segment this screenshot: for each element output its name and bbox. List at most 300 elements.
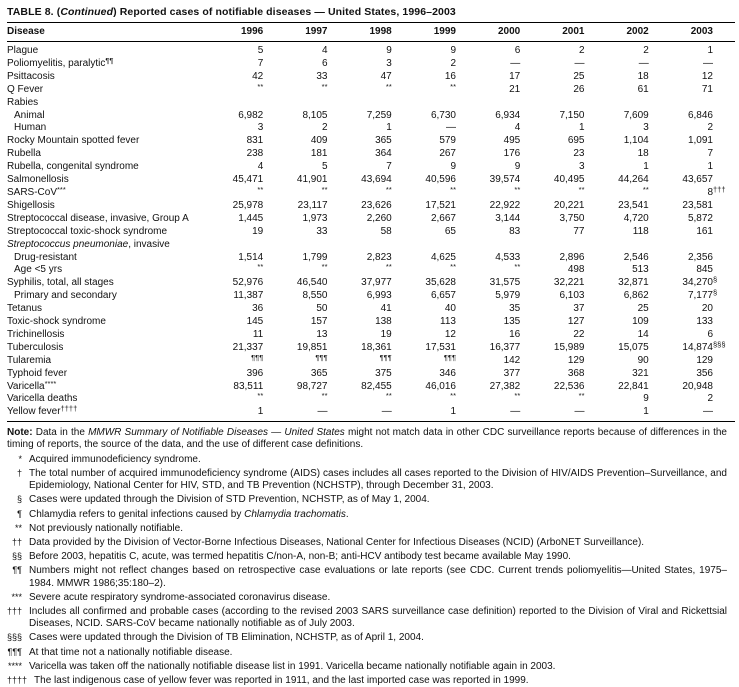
value-cell: 2,667 xyxy=(430,212,456,224)
column-header-1997: 1997 xyxy=(285,23,349,42)
disease-label: Drug-resistant xyxy=(14,251,77,263)
disease-label: Rubella xyxy=(7,148,41,160)
value-cell: 6,993 xyxy=(366,290,392,302)
value-cell xyxy=(285,239,349,252)
value-cell: 6,982 xyxy=(238,109,264,121)
value-cell: 15,989 xyxy=(553,341,585,353)
table-row xyxy=(7,264,735,277)
table-row xyxy=(7,122,735,135)
value-cell: 7,259 xyxy=(366,109,392,121)
value-cell: ** xyxy=(450,184,456,194)
footnote-symbol: ¶¶¶ xyxy=(7,646,22,657)
table-row xyxy=(7,226,735,239)
footnote-symbol: † xyxy=(16,467,22,478)
value-cell: 145 xyxy=(246,316,264,328)
value-cell xyxy=(671,239,735,252)
value-cell: 42 xyxy=(252,70,264,82)
value-cell: 36 xyxy=(252,303,264,315)
value-cell: 2 xyxy=(450,57,456,69)
value-cell: 133 xyxy=(696,316,713,328)
value-cell: ** xyxy=(257,262,264,272)
value-cell: 6,934 xyxy=(495,109,521,121)
value-cell: 138 xyxy=(375,316,392,328)
value-cell: 4 xyxy=(514,122,521,134)
table-row xyxy=(7,239,735,252)
value-cell: 2,546 xyxy=(623,251,649,263)
value-cell: 365 xyxy=(310,367,328,379)
value-cell xyxy=(414,97,478,110)
value-cell: 45,471 xyxy=(232,174,264,186)
footnote xyxy=(7,631,727,644)
table-row xyxy=(7,316,735,329)
value-cell: 1 xyxy=(578,122,585,134)
table-row xyxy=(7,368,735,381)
disease-label: Shigellosis xyxy=(7,199,55,211)
value-cell: ** xyxy=(514,184,521,194)
column-header-1999: 1999 xyxy=(414,23,478,42)
value-cell: — xyxy=(446,122,456,134)
value-cell: 77 xyxy=(573,225,585,237)
value-cell: 127 xyxy=(567,316,585,328)
value-cell: 2 xyxy=(578,45,585,56)
value-cell: 5 xyxy=(257,45,264,56)
value-cell: 6,730 xyxy=(430,109,456,121)
value-cell: ** xyxy=(385,81,392,91)
value-cell: 109 xyxy=(632,316,649,328)
value-cell: 356 xyxy=(696,367,713,379)
value-cell xyxy=(414,239,478,252)
value-cell: 31,575 xyxy=(489,277,521,289)
value-cell: ** xyxy=(385,262,392,272)
value-cell: 33 xyxy=(316,225,328,237)
value-cell: 396 xyxy=(246,367,264,379)
disease-label: Streptococcus pneumoniae, invasive xyxy=(7,238,170,250)
value-cell xyxy=(478,239,542,252)
value-cell: 1 xyxy=(707,161,713,173)
value-cell: 19,851 xyxy=(296,341,328,353)
footnote-text: Acquired immunodeficiency syndrome. xyxy=(29,453,201,465)
footnote-list xyxy=(7,453,727,687)
value-cell: 5 xyxy=(321,161,328,173)
table-header-row xyxy=(7,23,735,42)
value-cell: 4,625 xyxy=(430,251,456,263)
value-cell: 3 xyxy=(643,122,649,134)
notifiable-diseases-table xyxy=(7,22,735,422)
value-cell: 46,016 xyxy=(425,380,456,392)
value-cell: 18,361 xyxy=(361,341,392,353)
value-cell: 142 xyxy=(503,354,521,366)
value-cell: 7 xyxy=(707,148,713,160)
value-cell: ¶¶¶ xyxy=(379,352,392,362)
disease-label: Syphilis, total, all stages xyxy=(7,277,114,289)
value-cell: 1 xyxy=(450,406,456,418)
value-cell: 2,260 xyxy=(366,212,392,224)
value-cell: 4,720 xyxy=(623,212,649,224)
value-cell: 6 xyxy=(707,328,713,340)
value-cell: 7,177§ xyxy=(687,288,718,302)
disease-label: Trichinellosis xyxy=(7,328,65,340)
value-cell: 118 xyxy=(632,225,649,237)
disease-label: Rocky Mountain spotted fever xyxy=(7,135,140,147)
value-cell: 7,609 xyxy=(623,109,649,121)
value-cell: 1,091 xyxy=(687,135,713,147)
value-cell: 4 xyxy=(321,45,328,56)
value-cell: 498 xyxy=(567,264,585,276)
column-header-2000: 2000 xyxy=(478,23,542,42)
value-cell: 1,104 xyxy=(623,135,649,147)
value-cell: 46,540 xyxy=(296,277,328,289)
footnote-text: Includes all confirmed and probable cases (according to the revised 2003 SARS surveillance case definition) reported to the Division of Viral and Rickettsial Diseases, NCID. SARS-CoV became nationally notifiable as of July 2003. xyxy=(29,605,727,630)
disease-label: Streptococcal toxic-shock syndrome xyxy=(7,225,168,237)
value-cell: — xyxy=(381,406,392,418)
value-cell: 1,973 xyxy=(302,212,328,224)
value-cell: 47 xyxy=(380,70,392,82)
value-cell xyxy=(350,97,414,110)
notes-section xyxy=(7,427,727,687)
value-cell: ** xyxy=(385,184,392,194)
value-cell: — xyxy=(703,57,713,69)
value-cell: ** xyxy=(321,184,328,194)
footnote xyxy=(7,674,727,687)
value-cell: 238 xyxy=(246,148,264,160)
value-cell: 33 xyxy=(316,70,328,82)
value-cell: 7 xyxy=(386,161,392,173)
value-cell: 83 xyxy=(509,225,521,237)
value-cell: 5,872 xyxy=(687,212,713,224)
footnote-text: Cases were updated through the Division of STD Prevention, NCHSTP, as of May 1, 2004. xyxy=(29,494,430,506)
value-cell: 21,337 xyxy=(232,341,264,353)
disease-label: Streptococcal disease, invasive, Group A xyxy=(7,212,189,224)
disease-label: Q Fever xyxy=(7,83,44,95)
value-cell: 83,511 xyxy=(233,380,264,392)
value-cell: 1,799 xyxy=(302,251,328,263)
footnote-text: At that time not a nationally notifiable disease. xyxy=(29,646,233,658)
disease-label: Typhoid fever xyxy=(7,367,68,379)
value-cell: 32,871 xyxy=(618,277,649,289)
value-cell: 15,075 xyxy=(618,341,649,353)
value-cell: — xyxy=(510,406,521,418)
value-cell: 7 xyxy=(257,57,264,69)
value-cell: 9 xyxy=(514,161,521,173)
value-cell: 181 xyxy=(310,148,328,160)
value-cell: 40 xyxy=(444,303,456,315)
footnote-symbol: * xyxy=(18,453,22,464)
value-cell: 22,922 xyxy=(489,199,521,211)
value-cell: 34,270§ xyxy=(682,275,718,289)
value-cell: 22,841 xyxy=(618,380,649,392)
value-cell: 409 xyxy=(310,135,328,147)
table-row xyxy=(7,97,735,110)
value-cell: 9 xyxy=(450,45,456,56)
column-header-2002: 2002 xyxy=(607,23,671,42)
disease-label: Toxic-shock syndrome xyxy=(7,316,106,328)
value-cell: 21 xyxy=(509,83,521,95)
value-cell: 27,382 xyxy=(489,380,521,392)
value-cell: 23,626 xyxy=(361,199,392,211)
footnote-text: Varicella was taken off the nationally notifiable disease list in 1991. Varicella became nationally notifiable again in 2003. xyxy=(29,660,556,672)
value-cell: 19 xyxy=(380,328,392,340)
value-cell: 364 xyxy=(375,148,392,160)
value-cell: 1,514 xyxy=(238,251,264,263)
value-cell: ** xyxy=(514,391,521,401)
footnote xyxy=(7,564,727,589)
table-row xyxy=(7,71,735,84)
value-cell: 82,455 xyxy=(361,380,392,392)
table-row xyxy=(7,58,735,71)
value-cell xyxy=(478,97,542,110)
value-cell: 321 xyxy=(632,367,649,379)
footnote xyxy=(7,605,727,630)
value-cell xyxy=(221,97,285,110)
value-cell: 39,574 xyxy=(489,174,521,186)
value-cell xyxy=(607,97,671,110)
value-cell: 16 xyxy=(509,328,521,340)
value-cell: 37,977 xyxy=(361,277,392,289)
table-row xyxy=(7,200,735,213)
value-cell: ¶¶¶ xyxy=(251,352,264,362)
table-row xyxy=(7,148,735,161)
value-cell: 1 xyxy=(386,122,392,134)
value-cell: 5,979 xyxy=(495,290,521,302)
disease-label: Varicella**** xyxy=(7,378,57,392)
value-cell: 129 xyxy=(696,354,713,366)
disease-label: Poliomyelitis, paralytic¶¶ xyxy=(7,55,114,69)
value-cell: 2,356 xyxy=(687,251,713,263)
footnote xyxy=(7,536,727,549)
footnote xyxy=(7,646,727,659)
value-cell: — xyxy=(703,406,713,418)
footnote-symbol: ¶¶ xyxy=(12,565,22,576)
value-cell: 98,727 xyxy=(296,380,328,392)
value-cell: 368 xyxy=(567,367,585,379)
table-row xyxy=(7,393,735,406)
column-header-2001: 2001 xyxy=(542,23,606,42)
disease-label: SARS-CoV*** xyxy=(7,184,66,198)
value-cell: 43,694 xyxy=(361,174,392,186)
value-cell: 695 xyxy=(567,135,585,147)
footnote-symbol: *** xyxy=(11,591,22,602)
value-cell: 1 xyxy=(257,406,264,418)
value-cell xyxy=(607,239,671,252)
value-cell: 6,103 xyxy=(559,290,585,302)
value-cell: 1,445 xyxy=(238,212,264,224)
value-cell xyxy=(542,239,606,252)
value-cell: 12 xyxy=(701,70,713,82)
table-row xyxy=(7,135,735,148)
value-cell: 23,541 xyxy=(618,199,649,211)
disease-label: Plague xyxy=(7,45,39,56)
value-cell: 26 xyxy=(573,83,585,95)
footnote xyxy=(7,508,727,521)
value-cell: 25 xyxy=(573,70,585,82)
value-cell: 579 xyxy=(439,135,456,147)
disease-label: Yellow fever†††† xyxy=(7,404,78,418)
table-row xyxy=(7,355,735,368)
value-cell: 8,550 xyxy=(302,290,328,302)
value-cell: 135 xyxy=(503,316,521,328)
footnote-text: Not previously nationally notifiable. xyxy=(29,522,183,534)
value-cell: ** xyxy=(321,81,328,91)
value-cell: — xyxy=(638,57,649,69)
value-cell: 37 xyxy=(573,303,585,315)
value-cell xyxy=(285,97,349,110)
disease-label: Salmonellosis xyxy=(7,174,69,186)
footnote-symbol: ††† xyxy=(7,605,23,616)
value-cell: 346 xyxy=(439,367,456,379)
value-cell: 8††† xyxy=(707,184,726,198)
table-row xyxy=(7,329,735,342)
value-cell: 513 xyxy=(632,264,649,276)
value-cell: 16,377 xyxy=(489,341,521,353)
value-cell: 3 xyxy=(386,57,392,69)
value-cell: 32,221 xyxy=(553,277,585,289)
value-cell: — xyxy=(510,57,521,69)
value-cell: 8,105 xyxy=(302,109,328,121)
value-cell: 3 xyxy=(257,122,264,134)
value-cell: 1 xyxy=(643,161,649,173)
value-cell: 157 xyxy=(310,316,328,328)
table-row xyxy=(7,110,735,123)
value-cell: 44,264 xyxy=(618,174,649,186)
table-row xyxy=(7,84,735,97)
value-cell: 1 xyxy=(707,45,713,56)
value-cell: ** xyxy=(257,391,264,401)
value-cell: 2 xyxy=(707,122,713,134)
value-cell: 9 xyxy=(386,45,392,56)
value-cell: ** xyxy=(642,184,649,194)
footnote-text: Data provided by the Division of Vector-Borne Infectious Diseases, National Center for Infectious Diseases (NCID) (ArboNET Surveillance). xyxy=(29,536,645,548)
value-cell: 35,628 xyxy=(425,277,456,289)
value-cell: 12 xyxy=(444,328,456,340)
disease-label: Age <5 yrs xyxy=(14,264,63,276)
value-cell: 2,896 xyxy=(559,251,585,263)
value-cell: — xyxy=(574,406,585,418)
value-cell: 23 xyxy=(573,148,585,160)
table-row xyxy=(7,213,735,226)
value-cell: 176 xyxy=(503,148,521,160)
value-cell: 35 xyxy=(509,303,521,315)
value-cell: ** xyxy=(321,262,328,272)
value-cell: ** xyxy=(578,391,585,401)
value-cell: 3,144 xyxy=(495,212,521,224)
value-cell: 17,521 xyxy=(425,199,456,211)
value-cell: 50 xyxy=(316,303,328,315)
footnote xyxy=(7,550,727,563)
value-cell: 6,846 xyxy=(687,109,713,121)
value-cell: 20,948 xyxy=(682,380,713,392)
value-cell: ** xyxy=(321,391,328,401)
footnote-text: Severe acute respiratory syndrome-associated coronavirus disease. xyxy=(29,591,331,603)
value-cell: 13 xyxy=(316,328,328,340)
value-cell: 41,901 xyxy=(296,174,328,186)
footnote-symbol: § xyxy=(16,494,22,505)
value-cell xyxy=(350,239,414,252)
value-cell: 65 xyxy=(444,225,456,237)
column-header-disease: Disease xyxy=(7,23,221,42)
column-header-1996: 1996 xyxy=(221,23,285,42)
value-cell: 17,531 xyxy=(425,341,456,353)
column-header-2003: 2003 xyxy=(671,23,735,42)
value-cell: 90 xyxy=(637,354,649,366)
footnote-symbol: §§§ xyxy=(7,632,23,643)
value-cell: ** xyxy=(450,81,456,91)
value-cell: 2 xyxy=(321,122,328,134)
disease-label: Tularemia xyxy=(7,354,52,366)
table-row xyxy=(7,342,735,355)
footnote-text: The last indigenous case of yellow fever was reported in 1911, and the last imported case was reported in 1999. xyxy=(34,674,529,686)
value-cell: 377 xyxy=(503,367,521,379)
footnote-symbol: ¶ xyxy=(17,508,22,519)
value-cell: 25,978 xyxy=(232,199,264,211)
value-cell: ** xyxy=(578,184,585,194)
value-cell: 1 xyxy=(643,406,649,418)
disease-label: Psittacosis xyxy=(7,70,55,82)
table-row xyxy=(7,303,735,316)
disease-label: Primary and secondary xyxy=(14,290,117,302)
value-cell: 52,976 xyxy=(232,277,264,289)
footnote xyxy=(7,493,727,506)
disease-label: Rubella, congenital syndrome xyxy=(7,161,139,173)
value-cell: 2 xyxy=(643,45,649,56)
disease-label: Tuberculosis xyxy=(7,341,64,353)
column-header-1998: 1998 xyxy=(350,23,414,42)
value-cell: 22,536 xyxy=(553,380,585,392)
table-row xyxy=(7,381,735,394)
value-cell: 18 xyxy=(637,148,649,160)
footnote xyxy=(7,453,727,466)
footnote xyxy=(7,660,727,673)
value-cell: 41 xyxy=(380,303,392,315)
value-cell: — xyxy=(317,406,328,418)
value-cell: ** xyxy=(257,81,264,91)
disease-label: Tetanus xyxy=(7,303,43,315)
value-cell: 40,495 xyxy=(553,174,585,186)
value-cell: 23,117 xyxy=(297,199,328,211)
footnote xyxy=(7,591,727,604)
disease-label: Varicella deaths xyxy=(7,393,78,405)
value-cell: ** xyxy=(514,262,521,272)
table-row xyxy=(7,161,735,174)
value-cell: ** xyxy=(450,262,456,272)
table-row xyxy=(7,277,735,290)
value-cell: 6,862 xyxy=(623,290,649,302)
table-row xyxy=(7,187,735,200)
value-cell: 831 xyxy=(246,135,264,147)
value-cell: 495 xyxy=(503,135,521,147)
footnote-text: Numbers might not reflect changes based on retrospective case evaluations or late reports (see CDC. Current trends poliomyelitis—United States, 1975–1984. MMWR 1986;35:180–2). xyxy=(29,565,727,589)
value-cell: ** xyxy=(385,391,392,401)
table-row xyxy=(7,290,735,303)
table-title: TABLE 8. (Continued) Reported cases of notifiable diseases — United States, 1996–2003 xyxy=(7,6,456,18)
table-row xyxy=(7,406,735,421)
value-cell: 40,596 xyxy=(425,174,456,186)
value-cell: 6 xyxy=(514,45,521,56)
footnote-text: Chlamydia refers to genital infections caused by Chlamydia trachomatis. xyxy=(29,508,349,520)
value-cell: 14 xyxy=(637,328,649,340)
note-paragraph: Note: Data in the MMWR Summary of Notifiable Diseases — United States might not match data in other CDC surveillance reports because of differences in the timing of reports, the source of the data, and the use of different case definitions. xyxy=(7,427,727,451)
value-cell: ¶¶¶ xyxy=(315,352,328,362)
footnote-symbol: §§ xyxy=(11,551,22,562)
value-cell: ** xyxy=(450,391,456,401)
value-cell: 61 xyxy=(637,83,649,95)
value-cell: 25 xyxy=(637,303,649,315)
value-cell: 3 xyxy=(578,161,585,173)
value-cell: 58 xyxy=(380,225,392,237)
value-cell: 43,657 xyxy=(682,174,713,186)
value-cell: 9 xyxy=(643,393,649,405)
value-cell: 14,874§§§ xyxy=(682,339,726,353)
value-cell xyxy=(671,97,735,110)
